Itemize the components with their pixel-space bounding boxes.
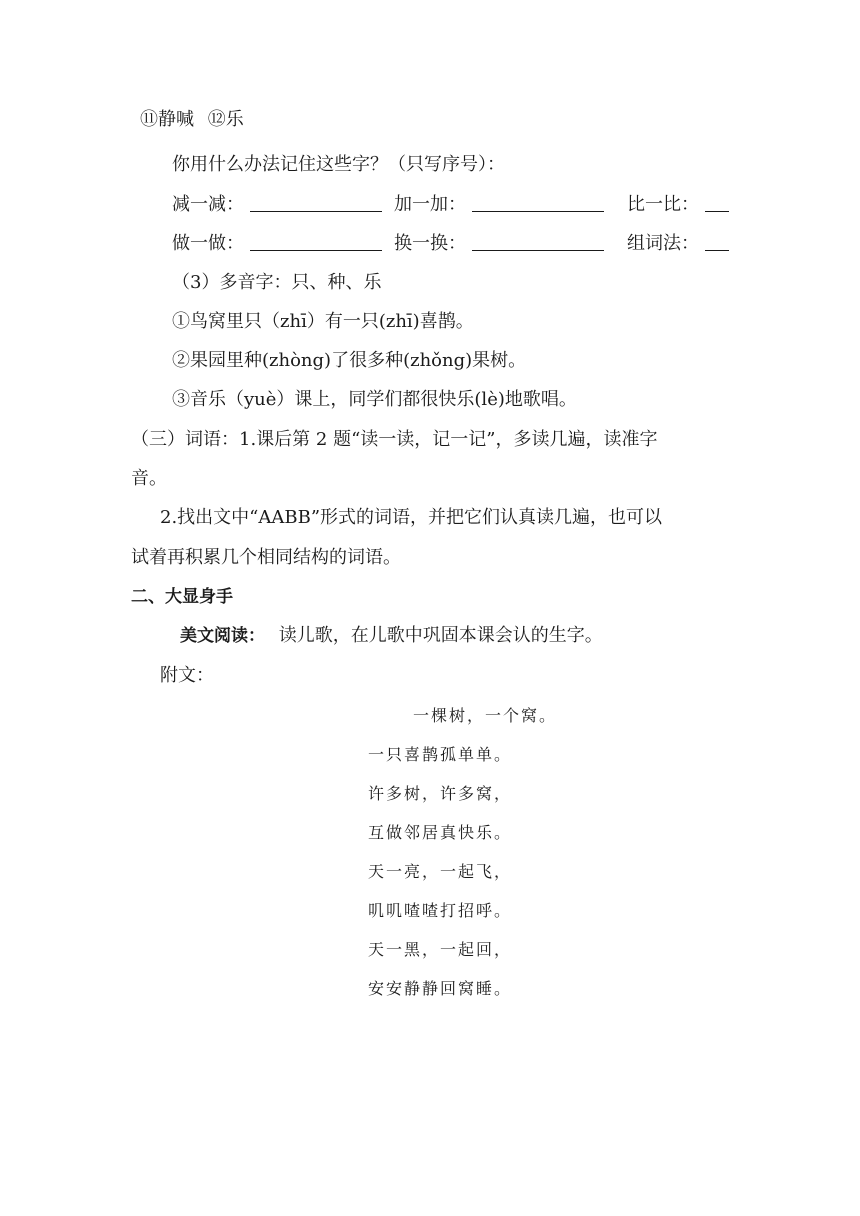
polyphone-line-3: ③音乐（yuè）课上，同学们都很快乐(lè)地歌唱。 [172,389,577,410]
polyphone-line-2: ②果园里种(zhòng)了很多种(zhǒng)果树。 [172,350,527,371]
poem-line-8: 安安静静回窝睡。 [368,979,513,998]
method-subtract-label: 减一减： [172,194,244,215]
method-add-label: 加一加： [394,194,466,215]
item-12: ⑫乐 [207,109,244,130]
poem-line-5: 天一亮，一起飞， [368,862,513,881]
words-line-4: 试着再积累几个相同结构的词语。 [131,547,401,568]
item-11: ⑪静喊 [140,109,194,130]
method-swap-blank[interactable] [472,250,604,251]
item-line-11-12 [140,108,244,132]
poem-line-4: 互做邻居真快乐。 [368,823,513,842]
method-word-blank[interactable] [705,250,729,251]
poem-line-3: 许多树，许多窝， [368,784,513,803]
words-line-1: （三）词语：1.课后第 2 题“读一读，记一记”，多读几遍，读准字 [131,429,658,450]
appendix-label: 附文： [160,665,214,686]
words-line-2: 音。 [131,468,167,489]
memorize-question: 你用什么办法记住这些字？（只写序号）： [172,154,505,175]
method-compare-blank[interactable] [705,211,729,212]
poem-line-7: 天一黑，一起回， [368,940,513,959]
poem-line-2: 一只喜鹊孤单单。 [368,745,513,764]
method-subtract-blank[interactable] [250,211,382,212]
method-add-blank[interactable] [472,211,604,212]
words-line-3: 2.找出文中“AABB”形式的词语，并把它们认真读几遍，也可以 [160,507,663,528]
reading-line [180,624,603,648]
method-act-label: 做一做： [172,233,244,254]
reading-text: 读儿歌，在儿歌中巩固本课会认的生字。 [278,625,603,646]
reading-label: 美文阅读： [180,626,265,646]
section-2-title: 二、大显身手 [131,587,233,607]
method-word-label: 组词法： [627,233,699,254]
method-compare-label: 比一比： [627,194,699,215]
polyphone-heading: （3）多音字：只、种、乐 [172,272,382,293]
polyphone-line-1: ①鸟窝里只（zhī）有一只(zhī)喜鹊。 [172,311,474,332]
method-act-blank[interactable] [250,250,382,251]
method-swap-label: 换一换： [394,233,466,254]
poem-line-6: 叽叽喳喳打招呼。 [368,901,513,920]
poem-line-1: 一棵树，一个窝。 [413,706,558,725]
